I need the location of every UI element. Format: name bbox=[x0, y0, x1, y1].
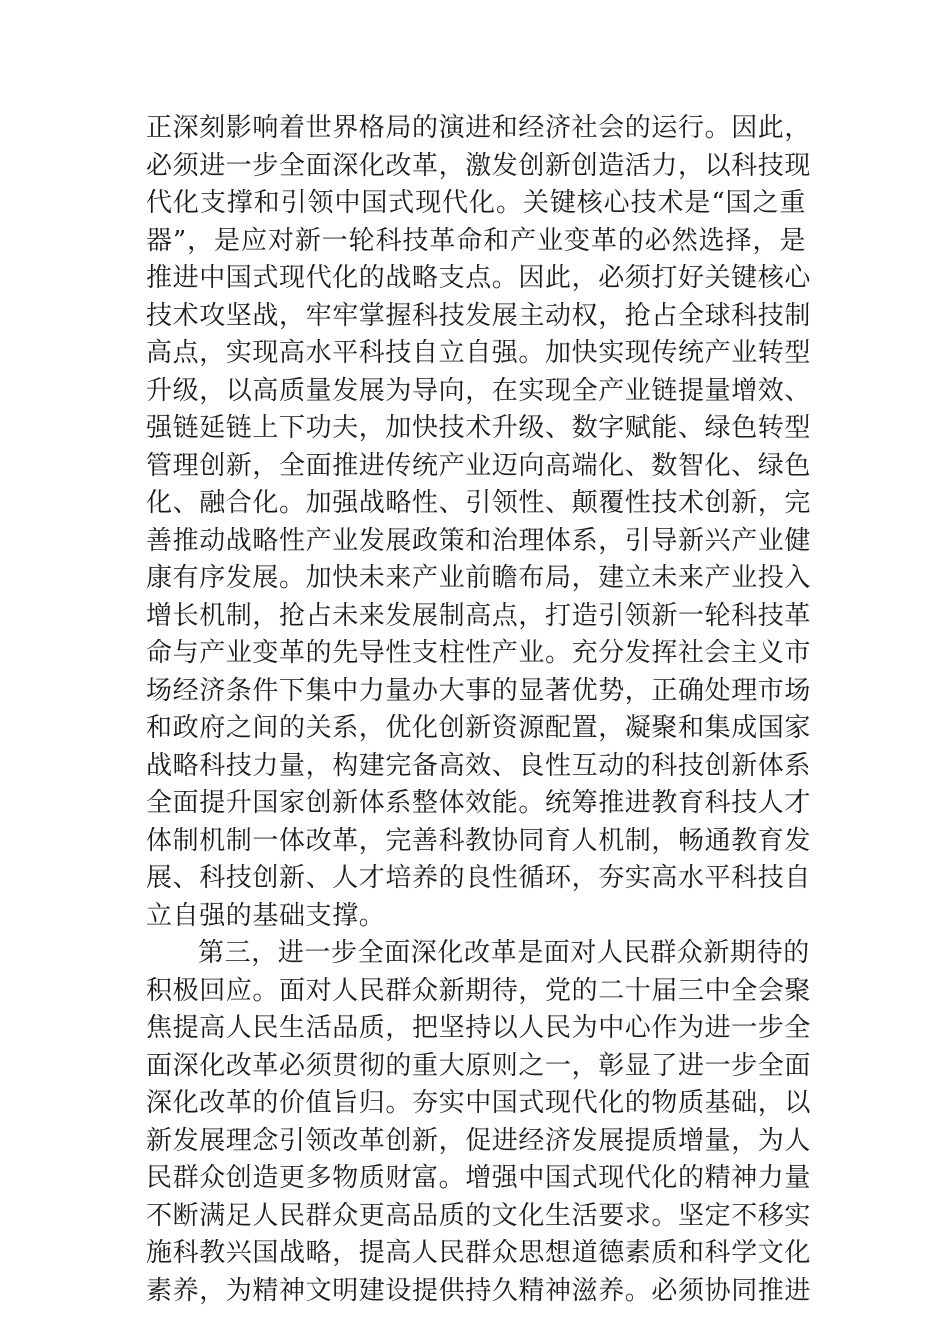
text-line: 不断满足人民群众更高品质的文化生活要求。坚定不移实 bbox=[146, 1200, 812, 1231]
body-text bbox=[146, 110, 812, 1310]
text-line: 善推动战略性产业发展政策和治理体系，引导新兴产业健 bbox=[146, 525, 812, 556]
text-line: 战略科技力量，构建完备高效、良性互动的科技创新体系 bbox=[146, 750, 812, 781]
text-line: 面深化改革必须贯彻的重大原则之一，彰显了进一步全面 bbox=[146, 1050, 812, 1081]
text-line: 强链延链上下功夫，加快技术升级、数字赋能、绿色转型 bbox=[146, 413, 812, 443]
text-line: 命与产业变革的先导性支柱性产业。充分发挥社会主义市 bbox=[146, 638, 812, 668]
paragraph-end-line: 立自强的基础支撑。 bbox=[146, 900, 386, 931]
text-line: 高点，实现高水平科技自立自强。加快实现传统产业转型 bbox=[146, 338, 812, 368]
text-line: 必须进一步全面深化改革，激发创新创造活力，以科技现 bbox=[146, 150, 812, 181]
text-line: 展、科技创新、人才培养的良性循环，夯实高水平科技自 bbox=[146, 863, 812, 893]
text-line: 积极回应。面对人民群众新期待，党的二十届三中全会聚 bbox=[146, 975, 812, 1006]
text-line: 和政府之间的关系，优化创新资源配置，凝聚和集成国家 bbox=[146, 713, 812, 743]
text-line: 焦提高人民生活品质，把坚持以人民为中心作为进一步全 bbox=[146, 1013, 812, 1043]
text-line: 代化支撑和引领中国式现代化。关键核心技术是“国之重 bbox=[146, 188, 806, 218]
text-line: 素养，为精神文明建设提供持久精神滋养。必须协同推进 bbox=[146, 1275, 812, 1306]
paragraph-start-line: 第三，进一步全面深化改革是面对人民群众新期待的 bbox=[198, 938, 810, 968]
text-line: 正深刻影响着世界格局的演进和经济社会的运行。因此， bbox=[146, 113, 812, 143]
text-line: 器”，是应对新一轮科技革命和产业变革的必然选择，是 bbox=[146, 225, 806, 256]
text-line: 升级，以高质量发展为导向，在实现全产业链提量增效、 bbox=[146, 375, 812, 406]
text-line: 新发展理念引领改革创新，促进经济发展提质增量，为人 bbox=[146, 1125, 812, 1156]
text-line: 体制机制一体改革，完善科教协同育人机制，畅通教育发 bbox=[146, 825, 812, 856]
text-line: 康有序发展。加快未来产业前瞻布局，建立未来产业投入 bbox=[146, 563, 812, 593]
text-line: 场经济条件下集中力量办大事的显著优势，正确处理市场 bbox=[146, 675, 812, 706]
text-line: 民群众创造更多物质财富。增强中国式现代化的精神力量 bbox=[146, 1163, 812, 1193]
text-line: 深化改革的价值旨归。夯实中国式现代化的物质基础，以 bbox=[146, 1088, 812, 1118]
text-line: 全面提升国家创新体系整体效能。统筹推进教育科技人才 bbox=[146, 788, 812, 818]
text-line: 技术攻坚战，牢牢掌握科技发展主动权，抢占全球科技制 bbox=[146, 300, 812, 331]
text-line: 推进中国式现代化的战略支点。因此，必须打好关键核心 bbox=[146, 263, 812, 293]
text-line: 化、融合化。加强战略性、引领性、颠覆性技术创新，完 bbox=[146, 488, 812, 518]
text-line: 增长机制，抢占未来发展制高点，打造引领新一轮科技革 bbox=[146, 600, 812, 631]
text-line: 管理创新，全面推进传统产业迈向高端化、数智化、绿色 bbox=[146, 450, 812, 481]
text-line: 施科教兴国战略，提高人民群众思想道德素质和科学文化 bbox=[146, 1238, 812, 1268]
